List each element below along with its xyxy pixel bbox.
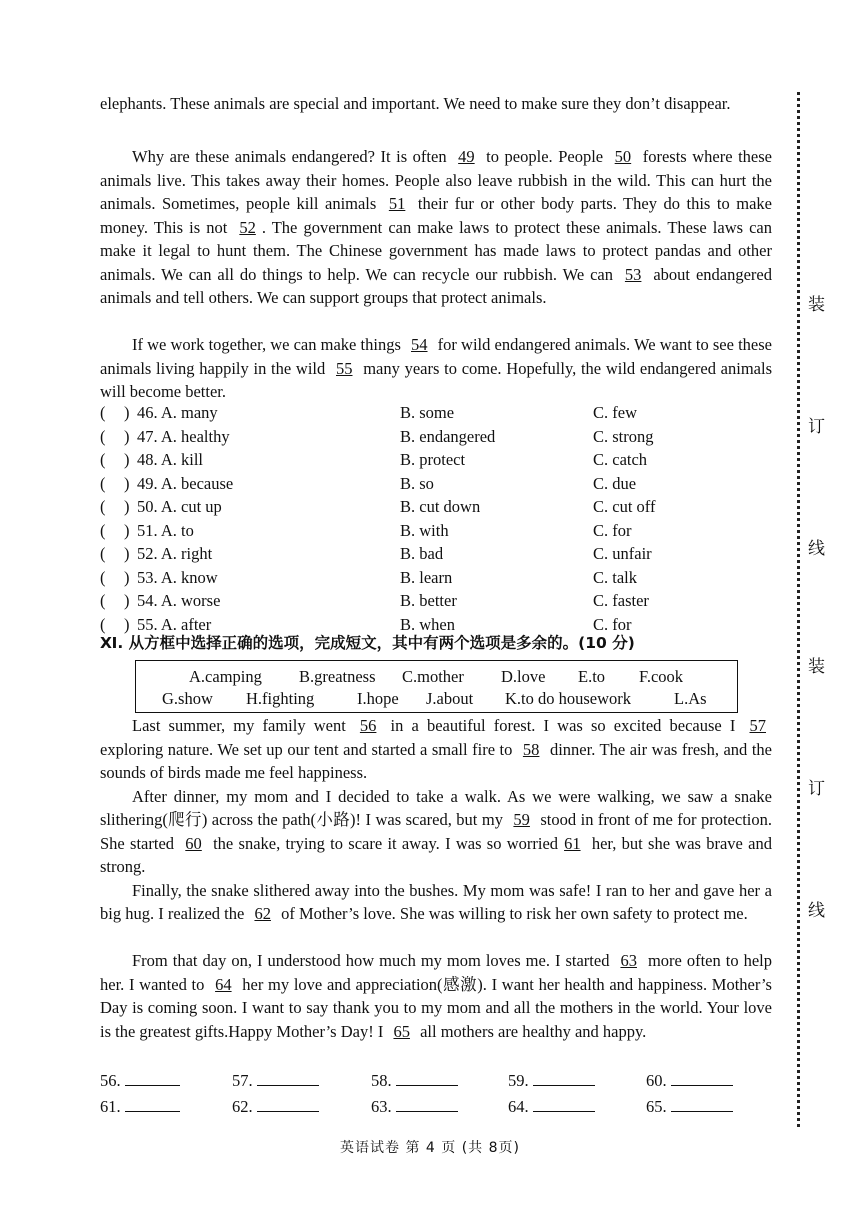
- text-run: their fur or other body parts. They do this to make money. This is not: [100, 194, 772, 237]
- option-b: B. so: [400, 473, 434, 493]
- passage2-paragraph1: [100, 714, 772, 785]
- answer-number: 58.: [371, 1071, 392, 1090]
- option-a: 47. A. healthy: [137, 426, 230, 446]
- option-b: B. protect: [400, 450, 466, 469]
- blank-60[interactable]: 60: [185, 833, 202, 853]
- answer-paren-right: ): [124, 473, 130, 493]
- answer-slot-63[interactable]: [371, 1096, 458, 1118]
- option-c: C. for: [593, 520, 632, 540]
- answer-paren-right: ): [124, 520, 130, 540]
- answer-paren-right: ): [124, 614, 130, 634]
- answer-paren-right: ): [124, 544, 130, 563]
- passage1-text: elephants. These animals are special and important. We need to make sure they don’t disappear.: [100, 94, 731, 113]
- answer-line: [396, 1071, 458, 1086]
- answer-paren-right: ): [124, 567, 130, 587]
- word-option: H.fighting: [246, 689, 315, 708]
- option-c: C. strong: [593, 426, 654, 446]
- answer-line: [396, 1097, 458, 1112]
- answer-paren-right: ): [124, 591, 130, 610]
- option-b: B. some: [400, 403, 455, 422]
- text-run: the snake, trying to scare it away. I was so worried: [207, 833, 559, 853]
- word-option: C.mother: [402, 667, 464, 686]
- option-b: B. endangered: [400, 426, 496, 446]
- passage2-paragraph2: [100, 785, 772, 879]
- text-run: all mothers are healthy and happy.: [415, 1021, 647, 1041]
- option-b: B. with: [400, 520, 449, 540]
- word-option: A.camping: [189, 667, 262, 686]
- blank-58[interactable]: 58: [522, 739, 540, 759]
- option-b: B. learn: [400, 567, 453, 587]
- answer-slot-57[interactable]: [232, 1070, 319, 1092]
- passage1-paragraph2: [100, 145, 772, 310]
- option-c: C. unfair: [593, 544, 652, 563]
- option-a: 46. A. many: [137, 403, 218, 422]
- text-run: many years to come. Hopefully, the wild endangered animals will become better.: [100, 358, 772, 401]
- word-option: L.As: [674, 689, 707, 708]
- option-c: C. catch: [593, 450, 648, 469]
- option-c: C. for: [593, 614, 632, 634]
- answer-slot-65[interactable]: [646, 1096, 733, 1118]
- answer-number: 60.: [646, 1071, 667, 1090]
- option-row-47[interactable]: [100, 425, 772, 449]
- binding-label: 线: [808, 539, 825, 559]
- answer-number: 63.: [371, 1097, 392, 1116]
- option-a: 52. A. right: [137, 544, 213, 563]
- text-run: more often to help her. I wanted to: [100, 951, 773, 994]
- option-a: 48. A. kill: [137, 450, 204, 469]
- option-a: 51. A. to: [137, 520, 194, 540]
- option-b: B. better: [400, 591, 457, 610]
- word-option: E.to: [578, 667, 606, 686]
- option-b: B. when: [400, 614, 455, 634]
- binding-label: 装: [808, 657, 825, 677]
- option-a: 49. A. because: [137, 473, 234, 493]
- text-run: her my love and appreciation(感激). I want her health and happiness. Mother’s Day is coming soon. I want to say thank you to my mom and all the mothers in the world. Your love is the greatest gifts.Happy Mother’s Day! I: [100, 974, 772, 1041]
- answer-number: 65.: [646, 1097, 667, 1116]
- answer-line: [257, 1071, 319, 1086]
- option-row-51[interactable]: [100, 519, 772, 543]
- answer-slot-60[interactable]: [646, 1070, 733, 1092]
- blank-64[interactable]: 64: [215, 974, 232, 994]
- answer-line: [533, 1071, 595, 1086]
- answer-paren-left: (: [100, 403, 106, 422]
- option-c: C. few: [593, 403, 637, 422]
- page-footer: 英语试卷 第 4 页 (共 8页): [340, 1140, 520, 1156]
- answer-number: 56.: [100, 1071, 121, 1090]
- answer-paren-left: (: [100, 497, 106, 516]
- answer-paren-left: (: [100, 450, 106, 469]
- blank-51[interactable]: 51: [388, 194, 406, 213]
- blank-54[interactable]: 54: [411, 335, 428, 354]
- passage1-paragraph1: [100, 92, 772, 116]
- word-option: I.hope: [357, 689, 399, 708]
- option-c: C. cut off: [593, 497, 656, 516]
- answer-paren-left: (: [100, 473, 106, 493]
- binding-label: 线: [808, 901, 825, 921]
- answer-number: 59.: [508, 1071, 529, 1090]
- passage2-paragraph3: [100, 879, 772, 926]
- binding-label: 订: [808, 779, 825, 799]
- passage1-paragraph3: [100, 333, 772, 404]
- blank-63[interactable]: 63: [620, 951, 637, 970]
- text-run: in a beautiful forest. I was so excited because I: [382, 716, 744, 735]
- word-option: F.cook: [639, 667, 684, 686]
- answer-paren-right: ): [124, 403, 130, 422]
- word-option: G.show: [162, 689, 213, 708]
- word-option: J.about: [426, 689, 474, 708]
- option-b: B. bad: [400, 544, 444, 563]
- option-b: B. cut down: [400, 497, 481, 516]
- text-run: forests where these animals live. This takes away their homes. People also leave rubbish in the wild. This can hurt the animals. Sometimes, people kill animals: [100, 147, 772, 213]
- option-row-52[interactable]: [100, 542, 772, 566]
- blank-59[interactable]: 59: [513, 810, 530, 829]
- answer-line: [671, 1097, 733, 1112]
- answer-slot-61[interactable]: [100, 1096, 180, 1118]
- answer-paren-left: (: [100, 426, 106, 446]
- text-run: . The government can make laws to protect these animals. These laws can make it legal to hunt them. The Chinese government has made laws to protect pandas and other animals. We can all do things to help. We can recycle our rubbish. We can: [100, 217, 772, 284]
- text-run: to people. People: [480, 147, 609, 166]
- option-c: C. due: [593, 473, 637, 493]
- option-row-54[interactable]: [100, 589, 772, 613]
- word-bank-box: [135, 660, 738, 713]
- text-run: After dinner, my mom and I decided to take a walk. As we were walking, we saw a snake slithering(爬行) across the path(小路)! I was scared, but my: [100, 786, 772, 829]
- blank-56[interactable]: 56: [359, 716, 377, 735]
- answer-line: [671, 1071, 733, 1086]
- text-run: for wild endangered animals. We want to see these animals living happily in the wild: [100, 335, 773, 378]
- option-row-50[interactable]: [100, 495, 772, 519]
- option-row-48[interactable]: [100, 448, 772, 472]
- binding-label: 订: [808, 417, 825, 437]
- answer-number: 57.: [232, 1071, 253, 1090]
- blank-57[interactable]: 57: [749, 716, 766, 735]
- text-run: If we work together, we can make things: [132, 335, 406, 354]
- answer-line: [533, 1097, 595, 1112]
- answer-paren-left: (: [100, 544, 106, 563]
- option-a: 54. A. worse: [137, 591, 221, 610]
- answer-row-2: [100, 1096, 772, 1118]
- answer-line: [125, 1097, 180, 1112]
- text-run: of Mother’s love. She was willing to risk her own safety to protect me.: [276, 904, 748, 923]
- blank-52[interactable]: 52: [239, 217, 256, 237]
- answer-slot-62[interactable]: [232, 1096, 319, 1118]
- answer-paren-left: (: [100, 614, 106, 634]
- section-11-heading: Ⅺ. 从方框中选择正确的选项，完成短文，其中有两个选项是多余的。(10 分): [100, 634, 635, 652]
- word-option: B.greatness: [299, 667, 376, 686]
- option-row-46[interactable]: [100, 401, 772, 425]
- answer-number: 62.: [232, 1097, 253, 1116]
- answer-line: [125, 1071, 180, 1086]
- blank-61[interactable]: 61: [564, 833, 581, 853]
- text-run: Why are these animals endangered? It is often: [132, 147, 453, 166]
- text-run: From that day on, I understood how much my mom loves me. I started: [132, 951, 615, 970]
- answer-paren-left: (: [100, 520, 106, 540]
- text-run: stood in front of me for protection. She started: [100, 810, 773, 853]
- blank-53[interactable]: 53: [624, 264, 642, 284]
- text-run: her, but she was brave and strong.: [100, 833, 772, 876]
- answer-slot-56[interactable]: [100, 1070, 180, 1092]
- option-a: 53. A. know: [137, 567, 218, 587]
- option-a: 50. A. cut up: [137, 497, 222, 516]
- answer-number: 64.: [508, 1097, 529, 1116]
- answer-paren-left: (: [100, 567, 106, 587]
- binding-dotted-line: [797, 92, 800, 1127]
- answer-slot-64[interactable]: [508, 1096, 595, 1118]
- text-run: Finally, the snake slithered away into the bushes. My mom was safe! I ran to her and gave her a big hug. I realized the: [100, 880, 772, 923]
- answer-paren-right: ): [124, 497, 130, 516]
- answer-paren-right: ): [124, 426, 130, 446]
- blank-50[interactable]: 50: [614, 147, 632, 166]
- option-row-49[interactable]: [100, 472, 772, 496]
- blank-49[interactable]: 49: [458, 147, 475, 166]
- word-option: D.love: [501, 667, 546, 686]
- answer-paren-right: ): [124, 450, 130, 469]
- answer-slot-59[interactable]: [508, 1070, 595, 1092]
- binding-label: 装: [808, 295, 825, 315]
- blank-65[interactable]: 65: [393, 1021, 410, 1041]
- text-run: dinner. The air was fresh, and the sounds of birds made me feel happiness.: [100, 739, 772, 782]
- passage2-paragraph4: [100, 949, 772, 1043]
- option-a: 55. A. after: [137, 614, 212, 634]
- text-run: exploring nature. We set up our tent and started a small fire to: [100, 739, 517, 759]
- text-run: about endangered animals and tell others. We can support groups that protect animals.: [100, 264, 772, 307]
- answer-line: [257, 1097, 319, 1112]
- text-run: Last summer, my family went: [132, 716, 354, 735]
- answer-number: 61.: [100, 1097, 121, 1116]
- option-c: C. faster: [593, 591, 649, 610]
- blank-55[interactable]: 55: [336, 358, 353, 378]
- blank-62[interactable]: 62: [254, 904, 271, 923]
- option-c: C. talk: [593, 567, 637, 587]
- answer-paren-left: (: [100, 591, 106, 610]
- word-option: K.to do housework: [505, 689, 632, 708]
- option-row-53[interactable]: [100, 566, 772, 590]
- answer-row-1: [100, 1070, 772, 1092]
- answer-slot-58[interactable]: [371, 1070, 458, 1092]
